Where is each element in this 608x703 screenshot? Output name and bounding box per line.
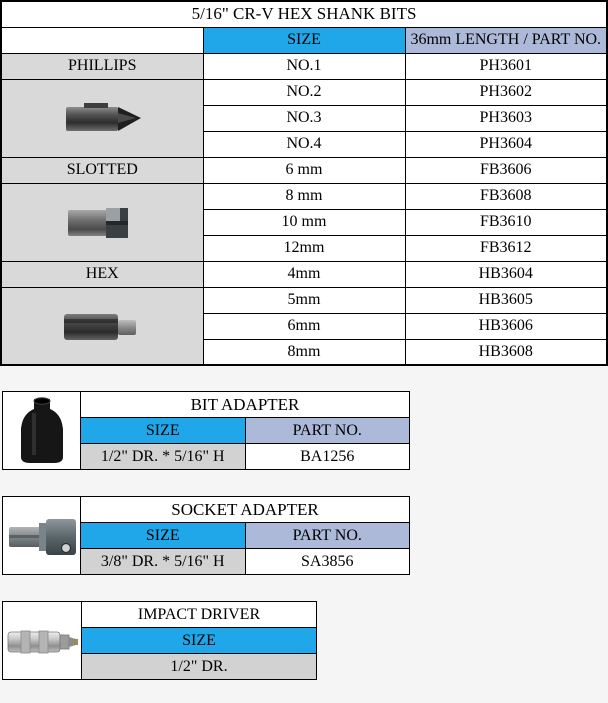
size-cell: NO.2 xyxy=(203,79,405,105)
impact-driver-title: IMPACT DRIVER xyxy=(82,602,317,628)
table-title-row xyxy=(1,1,607,27)
part-no-value: BA1256 xyxy=(245,444,410,470)
size-cell: 8 mm xyxy=(203,183,405,209)
size-cell: 12mm xyxy=(203,235,405,261)
part-no-value: SA3856 xyxy=(245,549,410,575)
spacer xyxy=(0,575,608,601)
part-cell: HB3605 xyxy=(405,287,607,313)
size-value: 1/2" DR. xyxy=(82,654,317,680)
impact-driver-image-cell xyxy=(3,602,82,680)
part-cell: PH3602 xyxy=(405,79,607,105)
size-cell: 5mm xyxy=(203,287,405,313)
table-row xyxy=(3,497,410,523)
phillips-bit-icon xyxy=(2,82,203,154)
slotted-bit-icon xyxy=(2,186,203,258)
size-cell: NO.1 xyxy=(203,53,405,79)
size-value: 1/2" DR. * 5/16" H xyxy=(81,444,246,470)
impact-driver-icon xyxy=(3,606,81,676)
group-label-hex: HEX xyxy=(1,261,203,287)
size-header: SIZE xyxy=(82,628,317,654)
size-cell: 10 mm xyxy=(203,209,405,235)
table-row xyxy=(3,392,410,418)
part-no-header: PART NO. xyxy=(245,523,410,549)
size-cell: NO.4 xyxy=(203,131,405,157)
size-cell: 4mm xyxy=(203,261,405,287)
size-column-header: SIZE xyxy=(203,27,405,53)
slotted-bit-image-cell xyxy=(1,183,203,261)
table-row xyxy=(1,79,607,105)
bit-adapter-icon xyxy=(3,393,80,469)
size-value: 3/8" DR. * 5/16" H xyxy=(81,549,246,575)
socket-adapter-icon xyxy=(3,501,80,571)
socket-adapter-image-cell xyxy=(3,497,81,575)
page-title: 5/16" CR-V HEX SHANK BITS xyxy=(1,1,607,27)
table-row xyxy=(1,287,607,313)
part-cell: HB3604 xyxy=(405,261,607,287)
table-row xyxy=(3,602,317,628)
spacer xyxy=(0,470,608,496)
hex-bit-icon xyxy=(2,290,203,362)
socket-adapter-table xyxy=(2,496,410,575)
group-label-slotted: SLOTTED xyxy=(1,157,203,183)
phillips-bit-image-cell xyxy=(1,79,203,157)
size-cell: 6mm xyxy=(203,313,405,339)
bit-adapter-title: BIT ADAPTER xyxy=(81,392,410,418)
part-cell: HB3606 xyxy=(405,313,607,339)
part-cell: HB3608 xyxy=(405,339,607,365)
bit-adapter-table xyxy=(2,391,410,470)
group-label-phillips: PHILLIPS xyxy=(1,53,203,79)
hex-bit-image-cell xyxy=(1,287,203,365)
part-cell: PH3603 xyxy=(405,105,607,131)
table-row xyxy=(1,157,607,183)
part-cell: PH3604 xyxy=(405,131,607,157)
table-row xyxy=(1,183,607,209)
table-header-row xyxy=(1,27,607,53)
part-cell: FB3612 xyxy=(405,235,607,261)
socket-adapter-title: SOCKET ADAPTER xyxy=(81,497,410,523)
part-column-header: 36mm LENGTH / PART NO. xyxy=(405,27,607,53)
part-cell: PH3601 xyxy=(405,53,607,79)
spacer xyxy=(0,366,608,391)
part-cell: FB3606 xyxy=(405,157,607,183)
part-cell: FB3608 xyxy=(405,183,607,209)
size-cell: NO.3 xyxy=(203,105,405,131)
part-cell: FB3610 xyxy=(405,209,607,235)
size-cell: 6 mm xyxy=(203,157,405,183)
size-cell: 8mm xyxy=(203,339,405,365)
impact-driver-table xyxy=(2,601,317,680)
part-no-header: PART NO. xyxy=(245,418,410,444)
table-row xyxy=(1,261,607,287)
bit-adapter-image-cell xyxy=(3,392,81,470)
size-header: SIZE xyxy=(81,523,246,549)
header-empty-cell xyxy=(1,27,203,53)
table-row xyxy=(1,53,607,79)
size-header: SIZE xyxy=(81,418,246,444)
